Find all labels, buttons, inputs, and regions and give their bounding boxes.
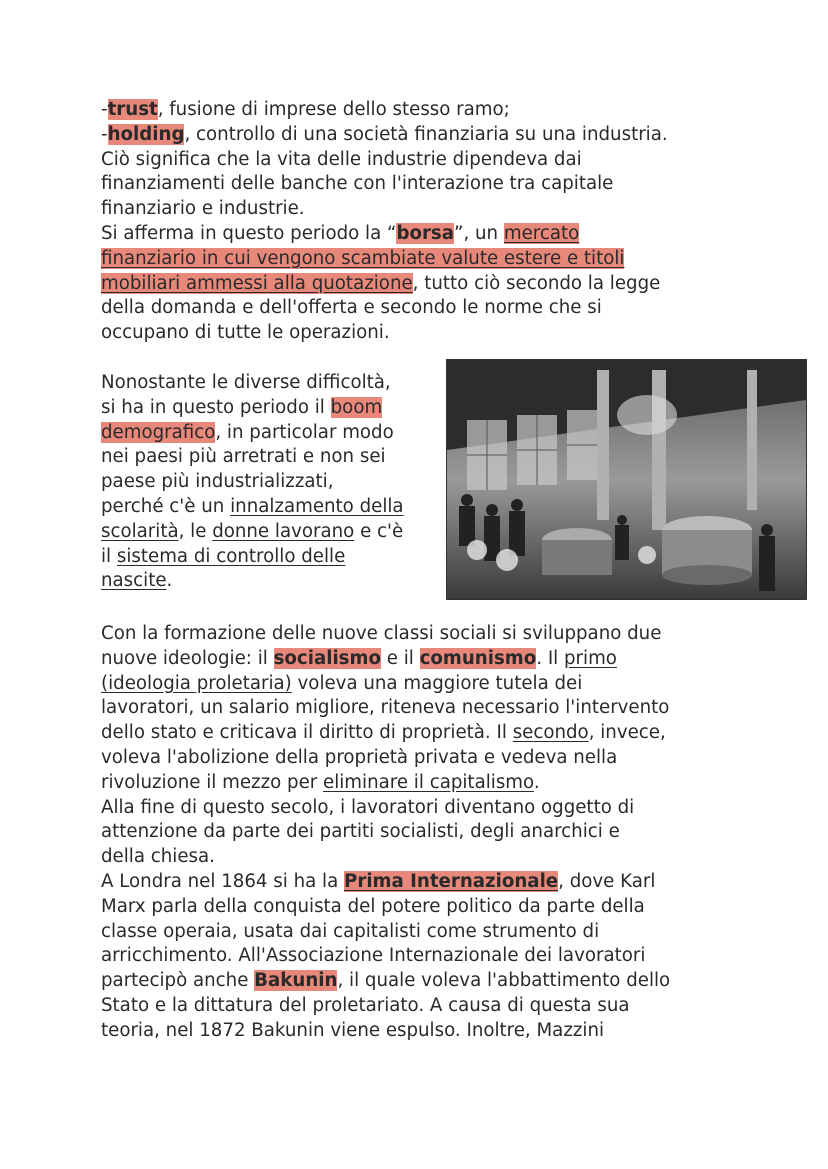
text-line [101, 721, 741, 746]
highlight-term-borsa: borsa [396, 222, 455, 244]
text: , in particolar modo [215, 421, 394, 443]
text: e il [380, 647, 420, 669]
text-line: della domanda e dell'offerta e secondo le norme che si [101, 297, 602, 319]
text: . Il [536, 647, 565, 669]
underlined-text: donne lavorano [212, 520, 355, 542]
text-line [101, 421, 441, 446]
text: voleva una maggiore tutela dei [291, 672, 583, 694]
highlight-term-comunismo: comunismo [419, 647, 537, 669]
text-line: finanziario e industrie. [101, 198, 305, 220]
text-line [101, 520, 441, 545]
underlined-text: (ideologia proletaria) [101, 672, 292, 694]
text-line: arricchimento. All'Associazione Internazionale dei lavoratori [101, 945, 646, 967]
text-line: nei paesi più arretrati e non sei [101, 446, 386, 468]
text: - [101, 99, 108, 120]
text-line: finanziamenti delle banche con l'interazione tra capitale [101, 173, 614, 195]
text-line [101, 98, 741, 123]
underlined-text: innalzamento della [230, 495, 404, 517]
text-line [101, 545, 441, 570]
highlight-term-trust: trust [107, 99, 158, 120]
text: partecipò anche [101, 970, 255, 992]
text: , invece, [588, 722, 666, 744]
highlight-term-demografico: demografico [101, 421, 216, 443]
text: Si afferma in questo periodo la “ [101, 222, 397, 244]
text-line [101, 495, 441, 520]
text-line: attenzione da parte dei partiti socialisti, degli anarchici e [101, 821, 620, 843]
text-line [101, 247, 741, 272]
underlined-text: sistema di controllo delle [116, 545, 346, 567]
text-line [101, 870, 741, 895]
text-line [101, 569, 441, 594]
text-line [101, 672, 741, 697]
text-line: voleva l'abolizione della proprietà privata e vedeva nella [101, 746, 618, 768]
text: nuove ideologie: il [101, 647, 274, 669]
text-line: della chiesa. [101, 846, 215, 868]
text-line: Alla fine di questo secolo, i lavoratori diventano oggetto di [101, 796, 635, 818]
underlined-text: primo [564, 647, 617, 669]
text-line [101, 396, 441, 421]
text: e c'è [354, 520, 404, 542]
text-line: Stato e la dittatura del proletariato. A causa di questa sua [101, 994, 630, 1016]
highlight-term-bakunin: Bakunin [254, 970, 338, 992]
text-line: paese più industrializzati, [101, 471, 334, 493]
paragraph-finance [101, 98, 741, 346]
text-line: occupano di tutte le operazioni. [101, 322, 390, 344]
text: ”, un [454, 222, 504, 244]
highlight-term-socialismo: socialismo [273, 647, 381, 669]
underlined-text: nascite [101, 570, 167, 592]
text: A Londra nel 1864 si ha la [101, 870, 345, 892]
text-line: Marx parla della conquista del potere politico da parte della [101, 895, 645, 917]
text-line [101, 647, 741, 672]
text-line [101, 771, 741, 796]
highlight-term-prima-internazionale: Prima Internazionale [344, 870, 559, 892]
text-line [101, 123, 741, 148]
text: rivoluzione il mezzo per [101, 771, 324, 793]
text: - [101, 123, 108, 145]
text-line: Ciò significa che la vita delle industrie dipendeva dai [101, 148, 582, 170]
underlined-text: eliminare il capitalismo [323, 771, 534, 793]
text-line: Nonostante le diverse difficoltà, [101, 372, 391, 393]
text: , controllo di una società finanziaria su una industria. [184, 123, 668, 145]
text: dello stato e criticava il diritto di proprietà. Il [101, 722, 513, 744]
text: perché c'è un [101, 495, 231, 517]
text: , tutto ciò secondo la legge [412, 272, 661, 294]
paragraph-demography [101, 371, 441, 594]
factory-workers-image [447, 360, 806, 599]
text-line [101, 222, 741, 247]
text-line [101, 272, 741, 297]
text: , le [178, 520, 213, 542]
highlight-underline-text: finanziario in cui vengono scambiate valute estere e titoli [101, 247, 625, 269]
text-line: Con la formazione delle nuove classi sociali si sviluppano due [101, 623, 662, 644]
underlined-text: secondo [512, 722, 589, 744]
text-line: lavoratori, un salario migliore, riteneva necessario l'intervento [101, 697, 670, 719]
highlight-underline-text: mercato [503, 222, 580, 244]
text: , il quale voleva l'abbattimento dello [337, 970, 671, 992]
text: . [533, 771, 540, 793]
text-line: classe operaia, usata dai capitalisti come strumento di [101, 920, 600, 942]
underlined-text: scolarità [101, 520, 179, 542]
highlight-term-boom: boom [330, 396, 383, 418]
text: . [166, 570, 173, 592]
highlight-term-holding: holding [107, 123, 185, 145]
text-line: teoria, nel 1872 Bakunin viene espulso. Inoltre, Mazzini [101, 1019, 605, 1041]
text: , fusione di imprese dello stesso ramo; [157, 99, 510, 120]
text: il [101, 545, 117, 567]
text-line [101, 969, 741, 994]
text: , dove Karl [558, 870, 656, 892]
text: si ha in questo periodo il [101, 396, 331, 418]
highlight-underline-text: mobiliari ammessi alla quotazione [101, 272, 413, 294]
factory-illustration [446, 359, 807, 600]
paragraph-ideologies [101, 622, 741, 1044]
